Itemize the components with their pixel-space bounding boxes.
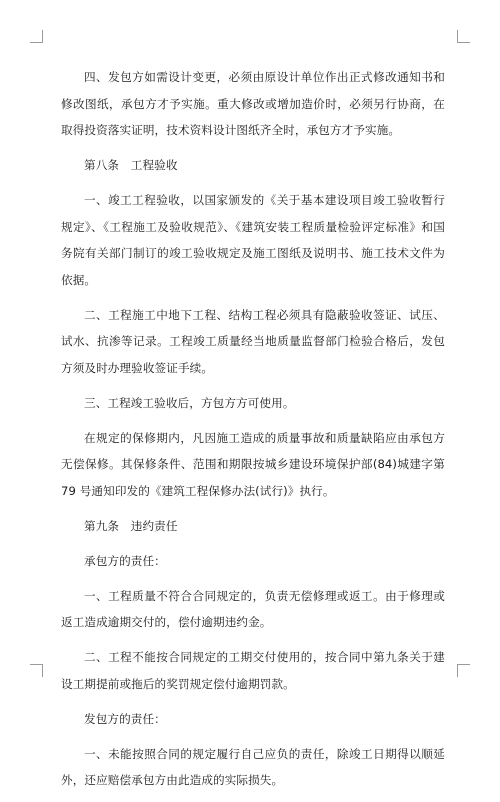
paragraph-employer-compensation: 一、未能按照合同的规定履行自己应负的责任，除竣工日期得以顺延外，还应赔偿承包方由此造成的实际损失。: [61, 746, 445, 787]
paragraph-delay-liability: 二、工程不能按合同规定的工期交付使用的，按合同中第九条关于建设工期提前或拖后的奖罚规定偿付逾期罚款。: [61, 650, 445, 691]
paragraph-quality-liability: 一、工程质量不符合合同规定的，负责无偿修理或返工。由于修理或返工造成逾期交付的，偿付逾期违约金。: [61, 588, 445, 629]
contractor-duties-heading: 承包方的责任：: [84, 553, 166, 568]
article-8-heading: 第八条 工程验收: [84, 158, 178, 172]
paragraph-design-change: 四、发包方如需设计变更，必须由原设计单位作出正式修改通知书和修改图纸，承包方才予实施。重大修改或增加造价时，必须另行协商，在取得投资落实证明，技术资料设计图纸齐全时，承包方才予实施。: [61, 70, 445, 137]
paragraph-after-acceptance: 三、工程竣工验收后，方包方方可使用。: [84, 395, 295, 410]
employer-duties-heading: 发包方的责任：: [84, 711, 166, 726]
crop-mark-top-left: [30, 30, 43, 43]
crop-mark-top-right: [457, 30, 470, 43]
crop-mark-bottom-right: [457, 664, 470, 677]
crop-mark-bottom-left: [30, 664, 43, 677]
paragraph-warranty: 在规定的保修期内，凡因施工造成的质量事故和质量缺陷应由承包方无偿保修。其保修条件、范围和期限按城乡建设环境保护部(84)城建字第 79 号通知印发的《建筑工程保修办法(试行)》执行。: [61, 430, 445, 498]
paragraph-acceptance-basis: 一、竣工工程验收，以国家颁发的《关于基本建设项目竣工验收暂行规定》、《工程施工及验收规范》、《建筑安装工程质量检验评定标准》和国务院有关部门制订的竣工验收规定及施工图纸及说明书、施工技术文件为依据。: [61, 193, 445, 287]
article-9-heading: 第九条 违约责任: [84, 518, 178, 533]
document-body: [61, 64, 445, 802]
paragraph-hidden-works: 二、工程施工中地下工程、结构工程必须具有隐蔽验收签证、试压、试水、抗渗等记录。工程竣工质量经当地质量监督部门检验合格后，发包方须及时办理验收签证手续。: [61, 307, 445, 375]
